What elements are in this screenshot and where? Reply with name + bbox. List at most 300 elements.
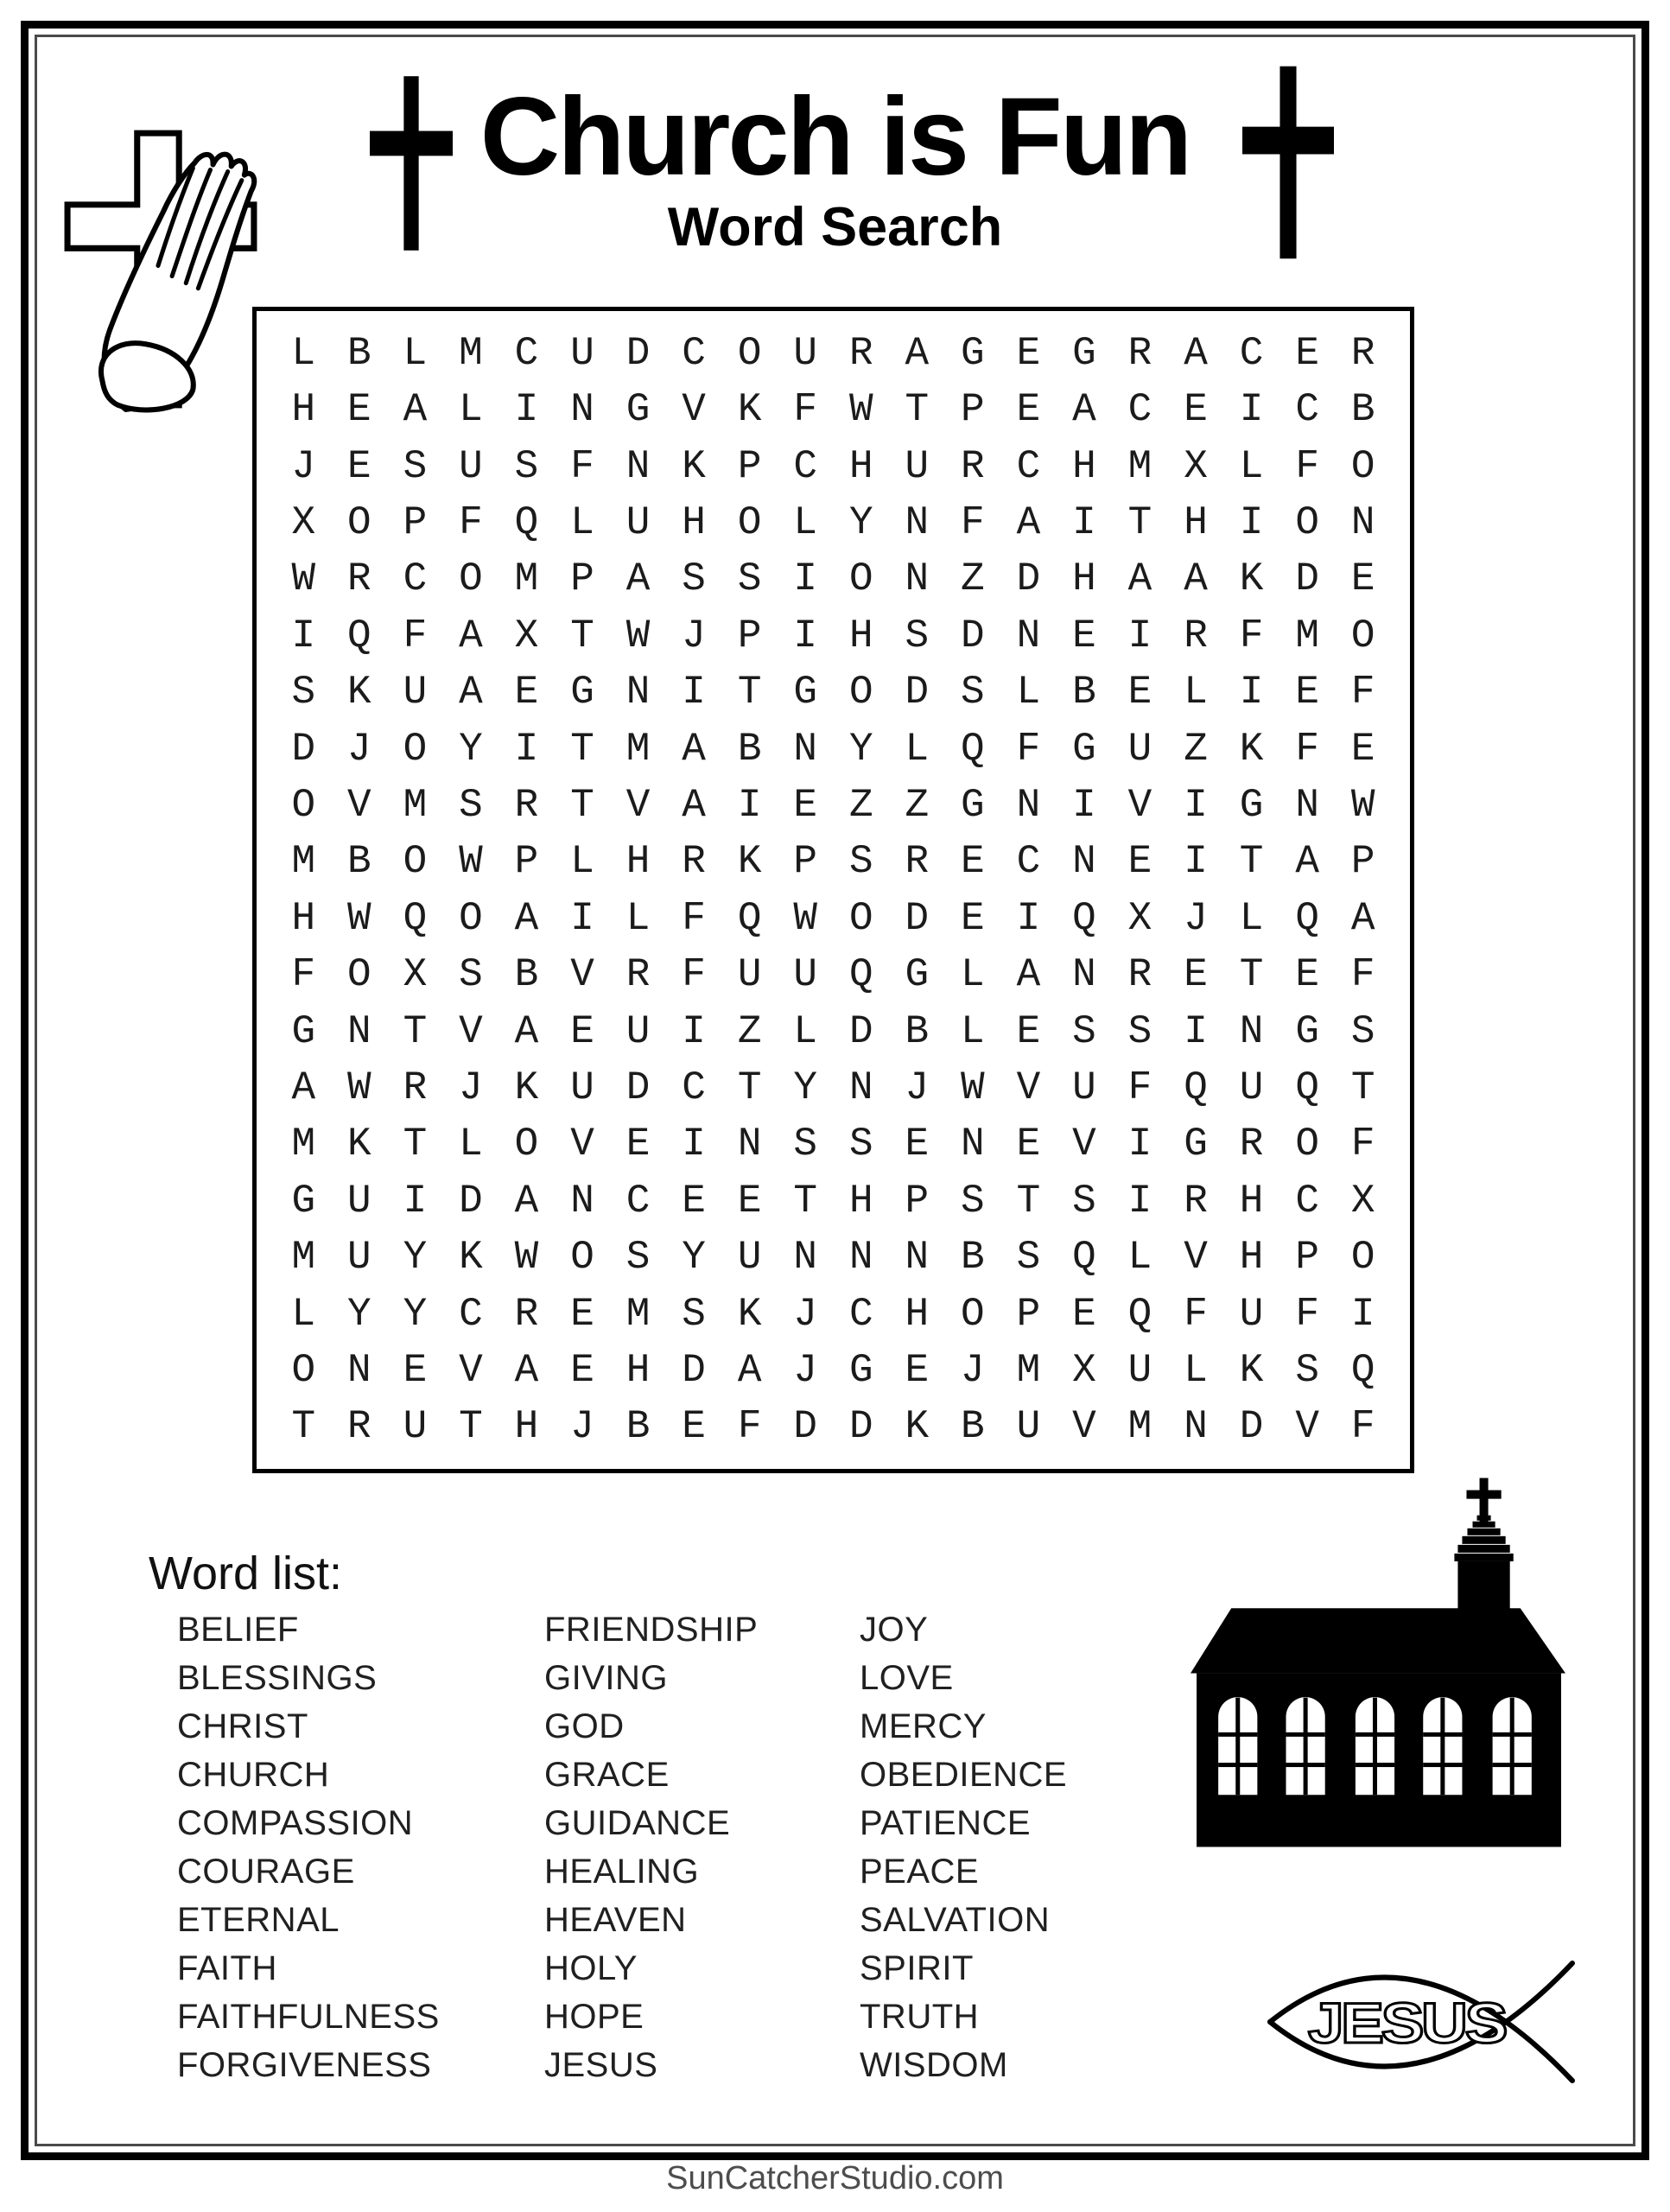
grid-row xyxy=(276,777,1391,833)
jesus-fish-text: JESUS xyxy=(1308,1991,1507,2055)
grid-letter: Q xyxy=(1184,1065,1208,1110)
grid-letter: Y xyxy=(347,1291,371,1337)
grid-letter: D xyxy=(682,1348,706,1394)
grid-letter: G xyxy=(961,782,985,828)
grid-letter: O xyxy=(961,1291,985,1337)
grid-letter: D xyxy=(905,670,930,715)
grid-letter: A xyxy=(625,556,651,602)
grid-letter: O xyxy=(1350,1235,1375,1281)
grid-letter: S xyxy=(961,670,985,715)
grid-letter: E xyxy=(570,1008,594,1054)
grid-letter: J xyxy=(793,1348,817,1394)
grid-letter: G xyxy=(848,1348,873,1394)
grid-letter: U xyxy=(1239,1291,1264,1337)
grid-letter: H xyxy=(682,499,706,545)
grid-letter: A xyxy=(1184,556,1208,602)
grid-letter: N xyxy=(1350,499,1375,545)
word-item: SPIRIT xyxy=(860,1949,974,1987)
grid-letter: K xyxy=(1239,556,1264,602)
grid-letter: J xyxy=(961,1348,985,1394)
word-item: PATIENCE xyxy=(860,1804,1032,1842)
grid-letter: W xyxy=(347,895,371,941)
word-list-column-2 xyxy=(544,1605,758,2089)
grid-letter: R xyxy=(905,839,930,885)
grid-letter: E xyxy=(1184,387,1208,433)
grid-letter: F xyxy=(1295,443,1319,489)
word-item: CHURCH xyxy=(177,1756,330,1794)
grid-letter: M xyxy=(291,1122,316,1167)
grid-letter: Y xyxy=(403,1291,428,1337)
grid-letter: R xyxy=(347,1404,371,1450)
grid-letter: Z xyxy=(737,1008,762,1054)
grid-letter: N xyxy=(905,499,930,545)
grid-row xyxy=(276,890,1391,946)
grid-letter: O xyxy=(347,952,371,998)
grid-letter: U xyxy=(403,1404,428,1450)
grid-letter: E xyxy=(1072,1291,1096,1337)
word-item: FRIENDSHIP xyxy=(544,1611,759,1649)
grid-letter: G xyxy=(1072,726,1096,772)
grid-letter: I xyxy=(570,895,594,941)
grid-letter: C xyxy=(793,443,817,489)
grid-letter: L xyxy=(961,952,985,998)
grid-letter: O xyxy=(514,1122,539,1167)
grid-letter: E xyxy=(1016,330,1041,376)
grid-letter: G xyxy=(570,670,594,715)
grid-letter: E xyxy=(793,782,817,828)
grid-letter: T xyxy=(1239,839,1264,885)
grid-row xyxy=(276,381,1391,437)
grid-letter: T xyxy=(1016,1178,1041,1224)
grid-letter: H xyxy=(291,895,316,941)
grid-letter: M xyxy=(1127,1404,1152,1450)
grid-letter: O xyxy=(459,895,483,941)
grid-letter: R xyxy=(961,443,985,489)
grid-letter: C xyxy=(1295,1178,1319,1224)
grid-letter: S xyxy=(1350,1008,1375,1054)
grid-letter: D xyxy=(961,613,985,658)
grid-letter: N xyxy=(625,443,651,489)
grid-letter: V xyxy=(570,952,594,998)
grid-letter: W xyxy=(848,387,873,433)
grid-letter: R xyxy=(347,556,371,602)
grid-letter: G xyxy=(793,670,817,715)
grid-letter: L xyxy=(793,1008,817,1054)
grid-letter: M xyxy=(403,782,428,828)
grid-letter: L xyxy=(1127,1235,1152,1281)
grid-letter: A xyxy=(1016,499,1041,545)
grid-letter: H xyxy=(1072,556,1096,602)
grid-row xyxy=(276,1116,1391,1173)
grid-letter: Q xyxy=(1350,1348,1375,1394)
grid-letter: D xyxy=(848,1008,873,1054)
grid-row xyxy=(276,1342,1391,1398)
grid-letter: S xyxy=(403,443,428,489)
grid-letter: F xyxy=(1295,726,1319,772)
grid-letter: Q xyxy=(1295,1065,1319,1110)
grid-letter: W xyxy=(1350,782,1375,828)
grid-row xyxy=(276,721,1391,777)
grid-letter: V xyxy=(625,782,651,828)
grid-letter: R xyxy=(1127,952,1152,998)
grid-letter: X xyxy=(1127,895,1152,941)
grid-letter: F xyxy=(1016,726,1041,772)
grid-letter: B xyxy=(905,1008,930,1054)
grid-letter: P xyxy=(403,499,428,545)
grid-letter: F xyxy=(1350,670,1375,715)
grid-letter: S xyxy=(625,1235,651,1281)
grid-letter: D xyxy=(905,895,930,941)
grid-letter: S xyxy=(737,556,762,602)
grid-letter: J xyxy=(1184,895,1208,941)
grid-letter: A xyxy=(459,613,483,658)
grid-letter: E xyxy=(1295,670,1319,715)
word-item: MERCY xyxy=(860,1707,987,1745)
grid-letter: F xyxy=(793,387,817,433)
grid-letter: C xyxy=(403,556,428,602)
grid-letter: I xyxy=(514,726,539,772)
grid-letter: F xyxy=(737,1404,762,1450)
grid-letter: X xyxy=(403,952,428,998)
grid-letter: F xyxy=(570,443,594,489)
grid-letter: E xyxy=(347,443,371,489)
grid-row xyxy=(276,607,1391,664)
grid-letter: D xyxy=(625,330,651,376)
grid-letter: S xyxy=(961,1178,985,1224)
grid-letter: D xyxy=(848,1404,873,1450)
grid-letter: G xyxy=(1072,330,1096,376)
grid-letter: D xyxy=(459,1178,483,1224)
word-item: GRACE xyxy=(544,1756,670,1794)
grid-letter: W xyxy=(347,1065,371,1110)
grid-letter: Z xyxy=(1184,726,1208,772)
grid-letter: I xyxy=(1016,895,1041,941)
grid-letter: E xyxy=(403,1348,428,1394)
grid-letter: N xyxy=(737,1122,762,1167)
grid-row xyxy=(276,1286,1391,1342)
grid-letter: O xyxy=(737,330,762,376)
grid-letter: M xyxy=(1016,1348,1041,1394)
grid-letter: H xyxy=(1184,499,1208,545)
grid-letter: L xyxy=(570,499,594,545)
grid-letter: I xyxy=(514,387,539,433)
word-item: CHRIST xyxy=(177,1707,308,1745)
page-title: Church is Fun xyxy=(479,75,1191,199)
grid-letter: S xyxy=(459,952,483,998)
word-item: GOD xyxy=(544,1707,625,1745)
grid-letter: A xyxy=(1127,556,1152,602)
grid-letter: J xyxy=(682,613,706,658)
word-item: ETERNAL xyxy=(177,1901,340,1939)
grid-letter: U xyxy=(905,443,930,489)
grid-letter: L xyxy=(570,839,594,885)
grid-letter: H xyxy=(848,443,873,489)
grid-letter: O xyxy=(848,670,873,715)
grid-letter: H xyxy=(514,1404,539,1450)
grid-letter: D xyxy=(291,726,316,772)
grid-letter: N xyxy=(848,1065,873,1110)
grid-letter: O xyxy=(347,499,371,545)
grid-letter: O xyxy=(291,782,316,828)
grid-letter: Z xyxy=(905,782,930,828)
grid-letter: Y xyxy=(848,726,873,772)
grid-letter: R xyxy=(514,1291,539,1337)
grid-letter: S xyxy=(848,1122,873,1167)
grid-letter: D xyxy=(1239,1404,1264,1450)
grid-row xyxy=(276,494,1391,550)
grid-letter: E xyxy=(570,1348,594,1394)
grid-letter: P xyxy=(1016,1291,1041,1337)
grid-letter: A xyxy=(403,387,428,433)
grid-letter: N xyxy=(793,726,817,772)
grid-letter: T xyxy=(905,387,930,433)
grid-letter: K xyxy=(347,1122,371,1167)
grid-letter: E xyxy=(1295,952,1319,998)
grid-letter: Q xyxy=(1127,1291,1152,1337)
grid-letter: E xyxy=(625,1122,651,1167)
grid-letter: N xyxy=(625,670,651,715)
grid-letter: O xyxy=(848,895,873,941)
grid-letter: B xyxy=(1350,387,1375,433)
grid-letter: F xyxy=(403,613,428,658)
grid-letter: O xyxy=(459,556,483,602)
grid-letter: Q xyxy=(347,613,371,658)
grid-letter: V xyxy=(570,1122,594,1167)
grid-letter: P xyxy=(961,387,985,433)
grid-letter: C xyxy=(848,1291,873,1337)
grid-letter: X xyxy=(1350,1178,1375,1224)
word-item: OBEDIENCE xyxy=(860,1756,1068,1794)
grid-letter: V xyxy=(1016,1065,1041,1110)
grid-letter: U xyxy=(793,330,817,376)
grid-letter: I xyxy=(1127,613,1152,658)
grid-letter: L xyxy=(1239,895,1264,941)
grid-letter: S xyxy=(1072,1178,1096,1224)
word-item: COURAGE xyxy=(177,1853,355,1891)
grid-letter: Q xyxy=(403,895,428,941)
footer-credit: SunCatcherStudio.com xyxy=(666,2160,1004,2196)
grid-letter: U xyxy=(1016,1404,1041,1450)
grid-letter: L xyxy=(1184,1348,1208,1394)
grid-letter: U xyxy=(459,443,483,489)
grid-letter: T xyxy=(570,782,594,828)
grid-letter: U xyxy=(347,1178,371,1224)
grid-letter: T xyxy=(1350,1065,1375,1110)
grid-row xyxy=(276,1230,1391,1286)
grid-letter: O xyxy=(737,499,762,545)
grid-letter: E xyxy=(1072,613,1096,658)
grid-letter: A xyxy=(905,330,930,376)
grid-letter: M xyxy=(1295,613,1319,658)
grid-letter: A xyxy=(514,1178,539,1224)
grid-letter: A xyxy=(737,1348,762,1394)
grid-letter: E xyxy=(1350,726,1375,772)
grid-letter: O xyxy=(1295,1122,1319,1167)
grid-letter: O xyxy=(403,839,428,885)
grid-letter: C xyxy=(1016,839,1041,885)
grid-letter: E xyxy=(1016,387,1041,433)
grid-letter: N xyxy=(1016,782,1041,828)
grid-letter: R xyxy=(682,839,706,885)
grid-letter: N xyxy=(1295,782,1319,828)
grid-letter: E xyxy=(1350,556,1375,602)
grid-letter: A xyxy=(514,1008,539,1054)
grid-letter: M xyxy=(625,1291,651,1337)
grid-row xyxy=(276,1173,1391,1229)
grid-letter: L xyxy=(1239,443,1264,489)
grid-letter: H xyxy=(625,1348,651,1394)
grid-letter: S xyxy=(1127,1008,1152,1054)
grid-letter: V xyxy=(1127,782,1152,828)
grid-letter: S xyxy=(1016,1235,1041,1281)
grid-letter: T xyxy=(1127,499,1152,545)
grid-letter: O xyxy=(291,1348,316,1394)
grid-letter: O xyxy=(1350,443,1375,489)
grid-letter: S xyxy=(682,556,706,602)
grid-letter: W xyxy=(514,1235,539,1281)
grid-letter: F xyxy=(1184,1291,1208,1337)
grid-letter: J xyxy=(347,726,371,772)
grid-letter: P xyxy=(737,613,762,658)
grid-letter: O xyxy=(403,726,428,772)
grid-letter: U xyxy=(570,330,594,376)
grid-letter: K xyxy=(737,1291,762,1337)
word-item: PEACE xyxy=(860,1853,980,1891)
grid-letter: N xyxy=(793,1235,817,1281)
grid-letter: R xyxy=(1184,1178,1208,1224)
cross-icon-right xyxy=(1242,64,1334,261)
grid-letter: W xyxy=(291,556,316,602)
word-item: JESUS xyxy=(544,2046,658,2084)
grid-letter: V xyxy=(459,1008,483,1054)
grid-letter: H xyxy=(1239,1235,1264,1281)
grid-letter: E xyxy=(347,387,371,433)
grid-letter: O xyxy=(848,556,873,602)
word-item: HOPE xyxy=(544,1998,645,2036)
word-item: FAITH xyxy=(177,1949,277,1987)
grid-letter: V xyxy=(1295,1404,1319,1450)
grid-letter: D xyxy=(1016,556,1041,602)
grid-letter: T xyxy=(403,1008,428,1054)
word-item: FORGIVENESS xyxy=(177,2046,432,2084)
grid-letter: T xyxy=(403,1122,428,1167)
grid-letter: U xyxy=(403,670,428,715)
grid-letter: K xyxy=(737,839,762,885)
grid-letter: N xyxy=(1184,1404,1208,1450)
grid-letter: G xyxy=(1295,1008,1319,1054)
grid-letter: U xyxy=(1127,1348,1152,1394)
grid-letter: F xyxy=(682,952,706,998)
grid-letter: N xyxy=(1072,839,1096,885)
grid-letter: J xyxy=(570,1404,594,1450)
grid-letter: B xyxy=(347,839,371,885)
grid-letter: Y xyxy=(793,1065,817,1110)
grid-row xyxy=(276,834,1391,890)
grid-letter: J xyxy=(291,443,316,489)
grid-letter: J xyxy=(793,1291,817,1337)
word-list-column-1 xyxy=(177,1605,440,2089)
grid-letter: O xyxy=(570,1235,594,1281)
grid-letter: L xyxy=(905,726,930,772)
grid-letter: M xyxy=(625,726,651,772)
grid-letter: U xyxy=(347,1235,371,1281)
grid-letter: I xyxy=(291,613,316,658)
word-list-label: Word list: xyxy=(149,1548,343,1599)
grid-letter: A xyxy=(1184,330,1208,376)
grid-letter: I xyxy=(793,556,817,602)
grid-letter: S xyxy=(291,670,316,715)
grid-letter: C xyxy=(625,1178,651,1224)
grid-letter: W xyxy=(625,613,651,658)
grid-letter: T xyxy=(570,726,594,772)
grid-letter: C xyxy=(459,1291,483,1337)
grid-letter: C xyxy=(682,1065,706,1110)
grid-letter: N xyxy=(1016,613,1041,658)
grid-letter: G xyxy=(1239,782,1264,828)
grid-letter: H xyxy=(905,1291,930,1337)
grid-letter: U xyxy=(625,499,651,545)
grid-letter: K xyxy=(737,387,762,433)
grid-letter: C xyxy=(514,330,539,376)
word-item: HEAVEN xyxy=(544,1901,687,1939)
grid-letter: L xyxy=(291,1291,316,1337)
grid-letter: K xyxy=(682,443,706,489)
grid-letter: L xyxy=(793,499,817,545)
grid-letter: P xyxy=(1295,1235,1319,1281)
grid-letter: L xyxy=(625,895,651,941)
grid-letter: N xyxy=(570,387,594,433)
grid-letter: Q xyxy=(961,726,985,772)
grid-letter: E xyxy=(1127,670,1152,715)
grid-letter: A xyxy=(514,895,539,941)
grid-letter: L xyxy=(291,330,316,376)
grid-letter: P xyxy=(514,839,539,885)
grid-letter: C xyxy=(1016,443,1041,489)
grid-letter: G xyxy=(961,330,985,376)
grid-letter: I xyxy=(737,782,762,828)
grid-letter: G xyxy=(625,387,651,433)
grid-letter: E xyxy=(905,1348,930,1394)
grid-letter: X xyxy=(291,499,316,545)
grid-letter: Q xyxy=(1072,895,1096,941)
grid-letter: H xyxy=(848,613,873,658)
grid-letter: V xyxy=(1072,1122,1096,1167)
grid-letter: S xyxy=(793,1122,817,1167)
grid-letter: D xyxy=(625,1065,651,1110)
grid-letter: A xyxy=(682,782,706,828)
grid-letter: M xyxy=(291,1235,316,1281)
word-item: GIVING xyxy=(544,1659,669,1697)
grid-letter: U xyxy=(737,1235,762,1281)
grid-letter: P xyxy=(905,1178,930,1224)
grid-letter: B xyxy=(347,330,371,376)
grid-letter: Q xyxy=(514,499,539,545)
grid-row xyxy=(276,438,1391,494)
jesus-fish-icon xyxy=(1263,1955,1579,2089)
grid-letter: A xyxy=(1350,895,1375,941)
grid-letter: C xyxy=(682,330,706,376)
grid-letter: N xyxy=(905,1235,930,1281)
grid-row xyxy=(276,1003,1391,1059)
word-item: BLESSINGS xyxy=(177,1659,378,1697)
grid-letter: A xyxy=(459,670,483,715)
grid-row xyxy=(276,1059,1391,1116)
grid-letter: S xyxy=(682,1291,706,1337)
grid-letter: G xyxy=(291,1178,316,1224)
grid-letter: N xyxy=(347,1008,371,1054)
grid-letter: G xyxy=(905,952,930,998)
grid-letter: F xyxy=(1127,1065,1152,1110)
